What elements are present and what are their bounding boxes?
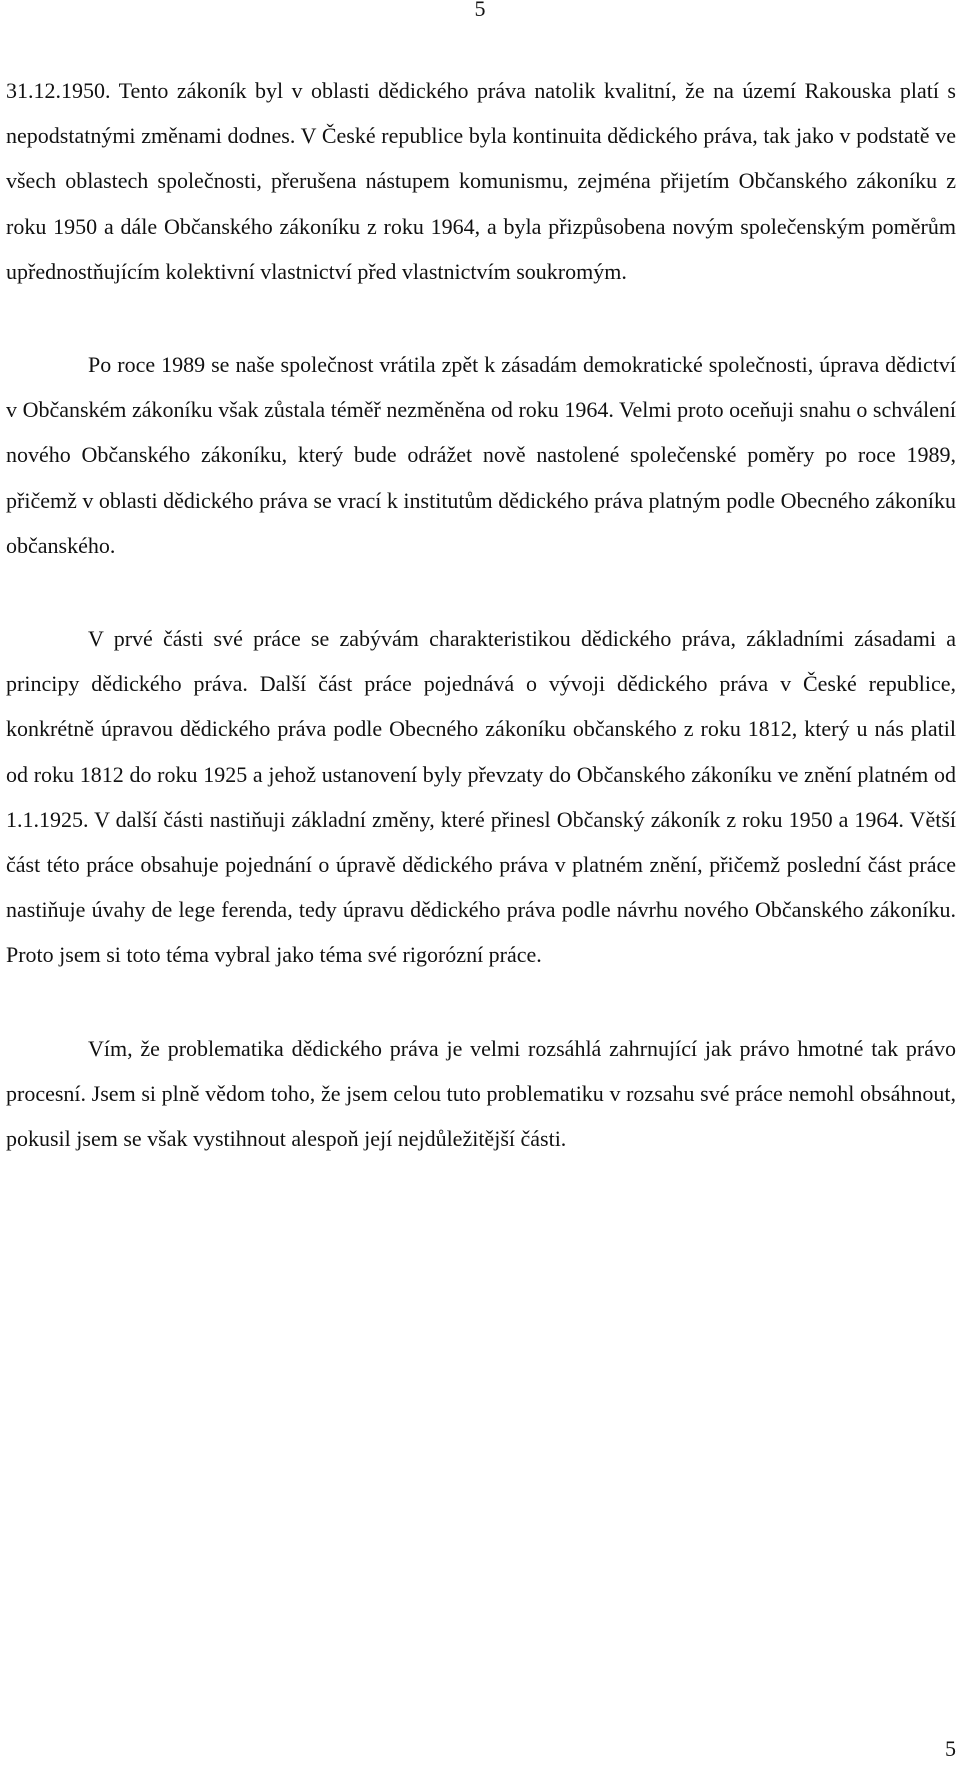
paragraph-gap bbox=[6, 294, 956, 342]
paragraph-gap bbox=[6, 568, 956, 616]
paragraph-continuation: 31.12.1950. Tento zákoník byl v oblasti dědického práva natolik kvalitní, že na území Rakouska platí s nepodstatnými změnami dodnes. V České republice byla kontinuita dědického práva, tak jako v podstatě ve všech oblastech společnosti, přerušena nástupem komunismu, zejména přijetím Občanského zákoníku z roku 1950 a dále Občanského zákoníku z roku 1964, a byla přizpůsobena novým společenským poměrům upřednostňujícím kolektivní vlastnictví před vlastnictvím soukromým. bbox=[6, 78, 956, 284]
page-number-bottom: 5 bbox=[945, 1736, 956, 1761]
paragraph-gap bbox=[6, 978, 956, 1026]
paragraph-structure-of-work: V prvé části své práce se zabývám charakteristikou dědického práva, základními zásadami a principy dědického práva. Další část práce pojednává o vývoji dědického práva v České republice, konkrétně úpravou dědického práva podle Obecného zákoníku občanského z roku 1812, který u nás platil od roku 1812 do roku 1925 a jehož ustanovení byly převzaty do Občanského zákoníku ve znění platném od 1.1.1925. V další části nastiňuji základní změny, které přinesl Občanský zákoník z roku 1950 a 1964. Větší část této práce obsahuje pojednání o úpravě dědického práva v platném znění, přičemž poslední část práce nastiňuje úvahy de lege ferenda, tedy úpravu dědického práva podle návrhu nového Občanského zákoníku. Proto jsem si toto téma vybral jako téma své rigorózní práce. bbox=[6, 626, 956, 968]
paragraph-after-1989: Po roce 1989 se naše společnost vrátila zpět k zásadám demokratické společnosti, úprava dědictví v Občanském zákoníku však zůstala téměř nezměněna od roku 1964. Velmi proto oceňuji snahu o schválení nového Občanského zákoníku, který bude odrážet nově nastolené společenské poměry po roce 1989, přičemž v oblasti dědického práva se vrací k institutům dědického práva platným podle Obecného zákoníku občanského. bbox=[6, 352, 956, 558]
page-number-top: 5 bbox=[474, 0, 486, 21]
document-body bbox=[6, 68, 956, 1161]
paragraph-scope: Vím, že problematika dědického práva je velmi rozsáhlá zahrnující jak právo hmotné tak právo procesní. Jsem si plně vědom toho, že jsem celou tuto problematiku v rozsahu své práce nemohl obsáhnout, pokusil jsem se však vystihnout alespoň její nejdůležitější části. bbox=[6, 1035, 956, 1152]
